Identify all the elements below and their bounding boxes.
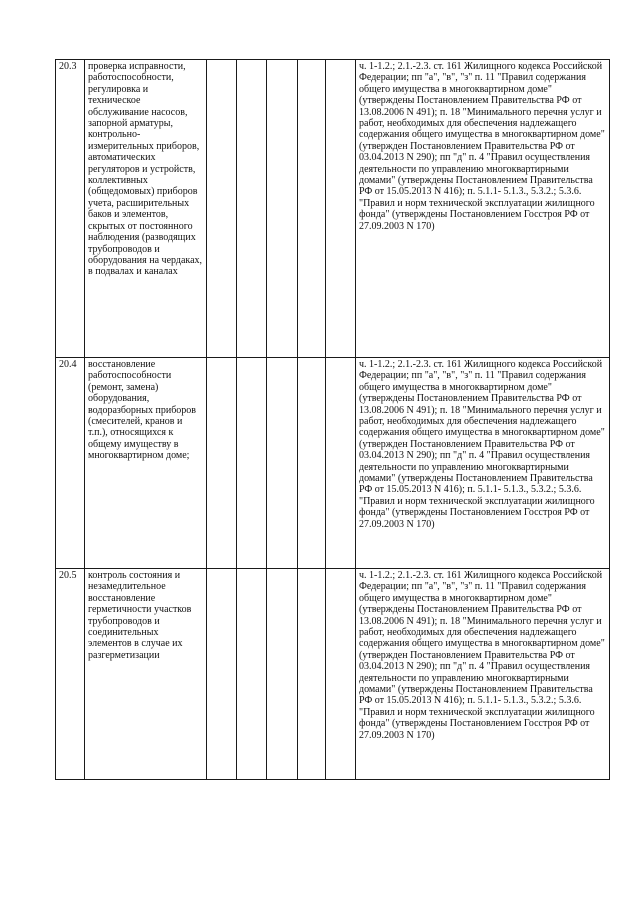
row-number: 20.5 xyxy=(56,569,85,780)
empty-cell xyxy=(237,569,267,780)
table-row xyxy=(56,358,610,569)
legal-reference: ч. 1-1.2.; 2.1.-2.3. ст. 161 Жилищного кодекса Российской Федерации; пп "а", "в", "з" п. 11 "Правил содержания общего имущества в многоквартирном доме" (утверждены Постановлением Правительства РФ от 13.08.2006 N 491); п. 18 "Минимального перечня услуг и работ, необходимых для обеспечения надлежащего содержания общего имущества в многоквартирном доме" (утвержден Постановлением Правительства РФ от 03.04.2013 N 290); пп "д" п. 4 "Правил осуществления деятельности по управлению многоквартирными домами" (утверждены Постановлением Правительства РФ от 15.05.2013 N 416); п. 5.1.1- 5.1.3., 5.3.2.; 5.3.6. "Правил и норм технической эксплуатации жилищного фонда" (утверждены Постановлением Госстроя РФ от 27.09.2003 N 170) xyxy=(356,569,610,780)
empty-cell xyxy=(326,60,356,358)
empty-cell xyxy=(326,569,356,780)
empty-cell xyxy=(298,569,326,780)
table-row xyxy=(56,569,610,780)
empty-cell xyxy=(267,60,298,358)
row-number: 20.4 xyxy=(56,358,85,569)
empty-cell xyxy=(267,569,298,780)
legal-reference: ч. 1-1.2.; 2.1.-2.3. ст. 161 Жилищного кодекса Российской Федерации; пп "а", "в", "з" п. 11 "Правил содержания общего имущества в многоквартирном доме" (утверждены Постановлением Правительства РФ от 13.08.2006 N 491); п. 18 "Минимального перечня услуг и работ, необходимых для обеспечения надлежащего содержания общего имущества в многоквартирном доме" (утвержден Постановлением Правительства РФ от 03.04.2013 N 290); пп "д" п. 4 "Правил осуществления деятельности по управлению многоквартирными домами" (утверждены Постановлением Правительства РФ от 15.05.2013 N 416); п. 5.1.1- 5.1.3., 5.3.2.; 5.3.6. "Правил и норм технической эксплуатации жилищного фонда" (утверждены Постановлением Госстроя РФ от 27.09.2003 N 170) xyxy=(356,60,610,358)
empty-cell xyxy=(298,358,326,569)
empty-cell xyxy=(298,60,326,358)
legal-reference: ч. 1-1.2.; 2.1.-2.3. ст. 161 Жилищного кодекса Российской Федерации; пп "а", "в", "з" п. 11 "Правил содержания общего имущества в многоквартирном доме" (утверждены Постановлением Правительства РФ от 13.08.2006 N 491); п. 18 "Минимального перечня услуг и работ, необходимых для обеспечения надлежащего содержания общего имущества в многоквартирном доме" (утвержден Постановлением Правительства РФ от 03.04.2013 N 290); пп "д" п. 4 "Правил осуществления деятельности по управлению многоквартирными домами" (утверждены Постановлением Правительства РФ от 15.05.2013 N 416); п. 5.1.1- 5.1.3., 5.3.2.; 5.3.6. "Правил и норм технической эксплуатации жилищного фонда" (утверждены Постановлением Госстроя РФ от 27.09.2003 N 170) xyxy=(356,358,610,569)
work-description: контроль состояния и незамедлительное восстановление герметичности участков трубопроводов и соединительных элементов в случае их разгерметизации xyxy=(85,569,207,780)
empty-cell xyxy=(237,358,267,569)
row-number: 20.3 xyxy=(56,60,85,358)
empty-cell xyxy=(207,60,237,358)
empty-cell xyxy=(326,358,356,569)
table-row xyxy=(56,60,610,358)
empty-cell xyxy=(207,358,237,569)
requirements-table xyxy=(55,59,610,780)
empty-cell xyxy=(207,569,237,780)
empty-cell xyxy=(237,60,267,358)
work-description: проверка исправности, работоспособности, регулировка и техническое обслуживание насосов, запорной арматуры, контрольно-измерительных приборов, автоматических регуляторов и устройств, коллективных (общедомовых) приборов учета, расширительных баков и элементов, скрытых от постоянного наблюдения (разводящих трубопроводов и оборудования на чердаках, в подвалах и каналах xyxy=(85,60,207,358)
work-description: восстановление работоспособности (ремонт, замена) оборудования, водоразборных приборов (смесителей, кранов и т.п.), относящихся к общему имуществу в многоквартирном доме; xyxy=(85,358,207,569)
empty-cell xyxy=(267,358,298,569)
